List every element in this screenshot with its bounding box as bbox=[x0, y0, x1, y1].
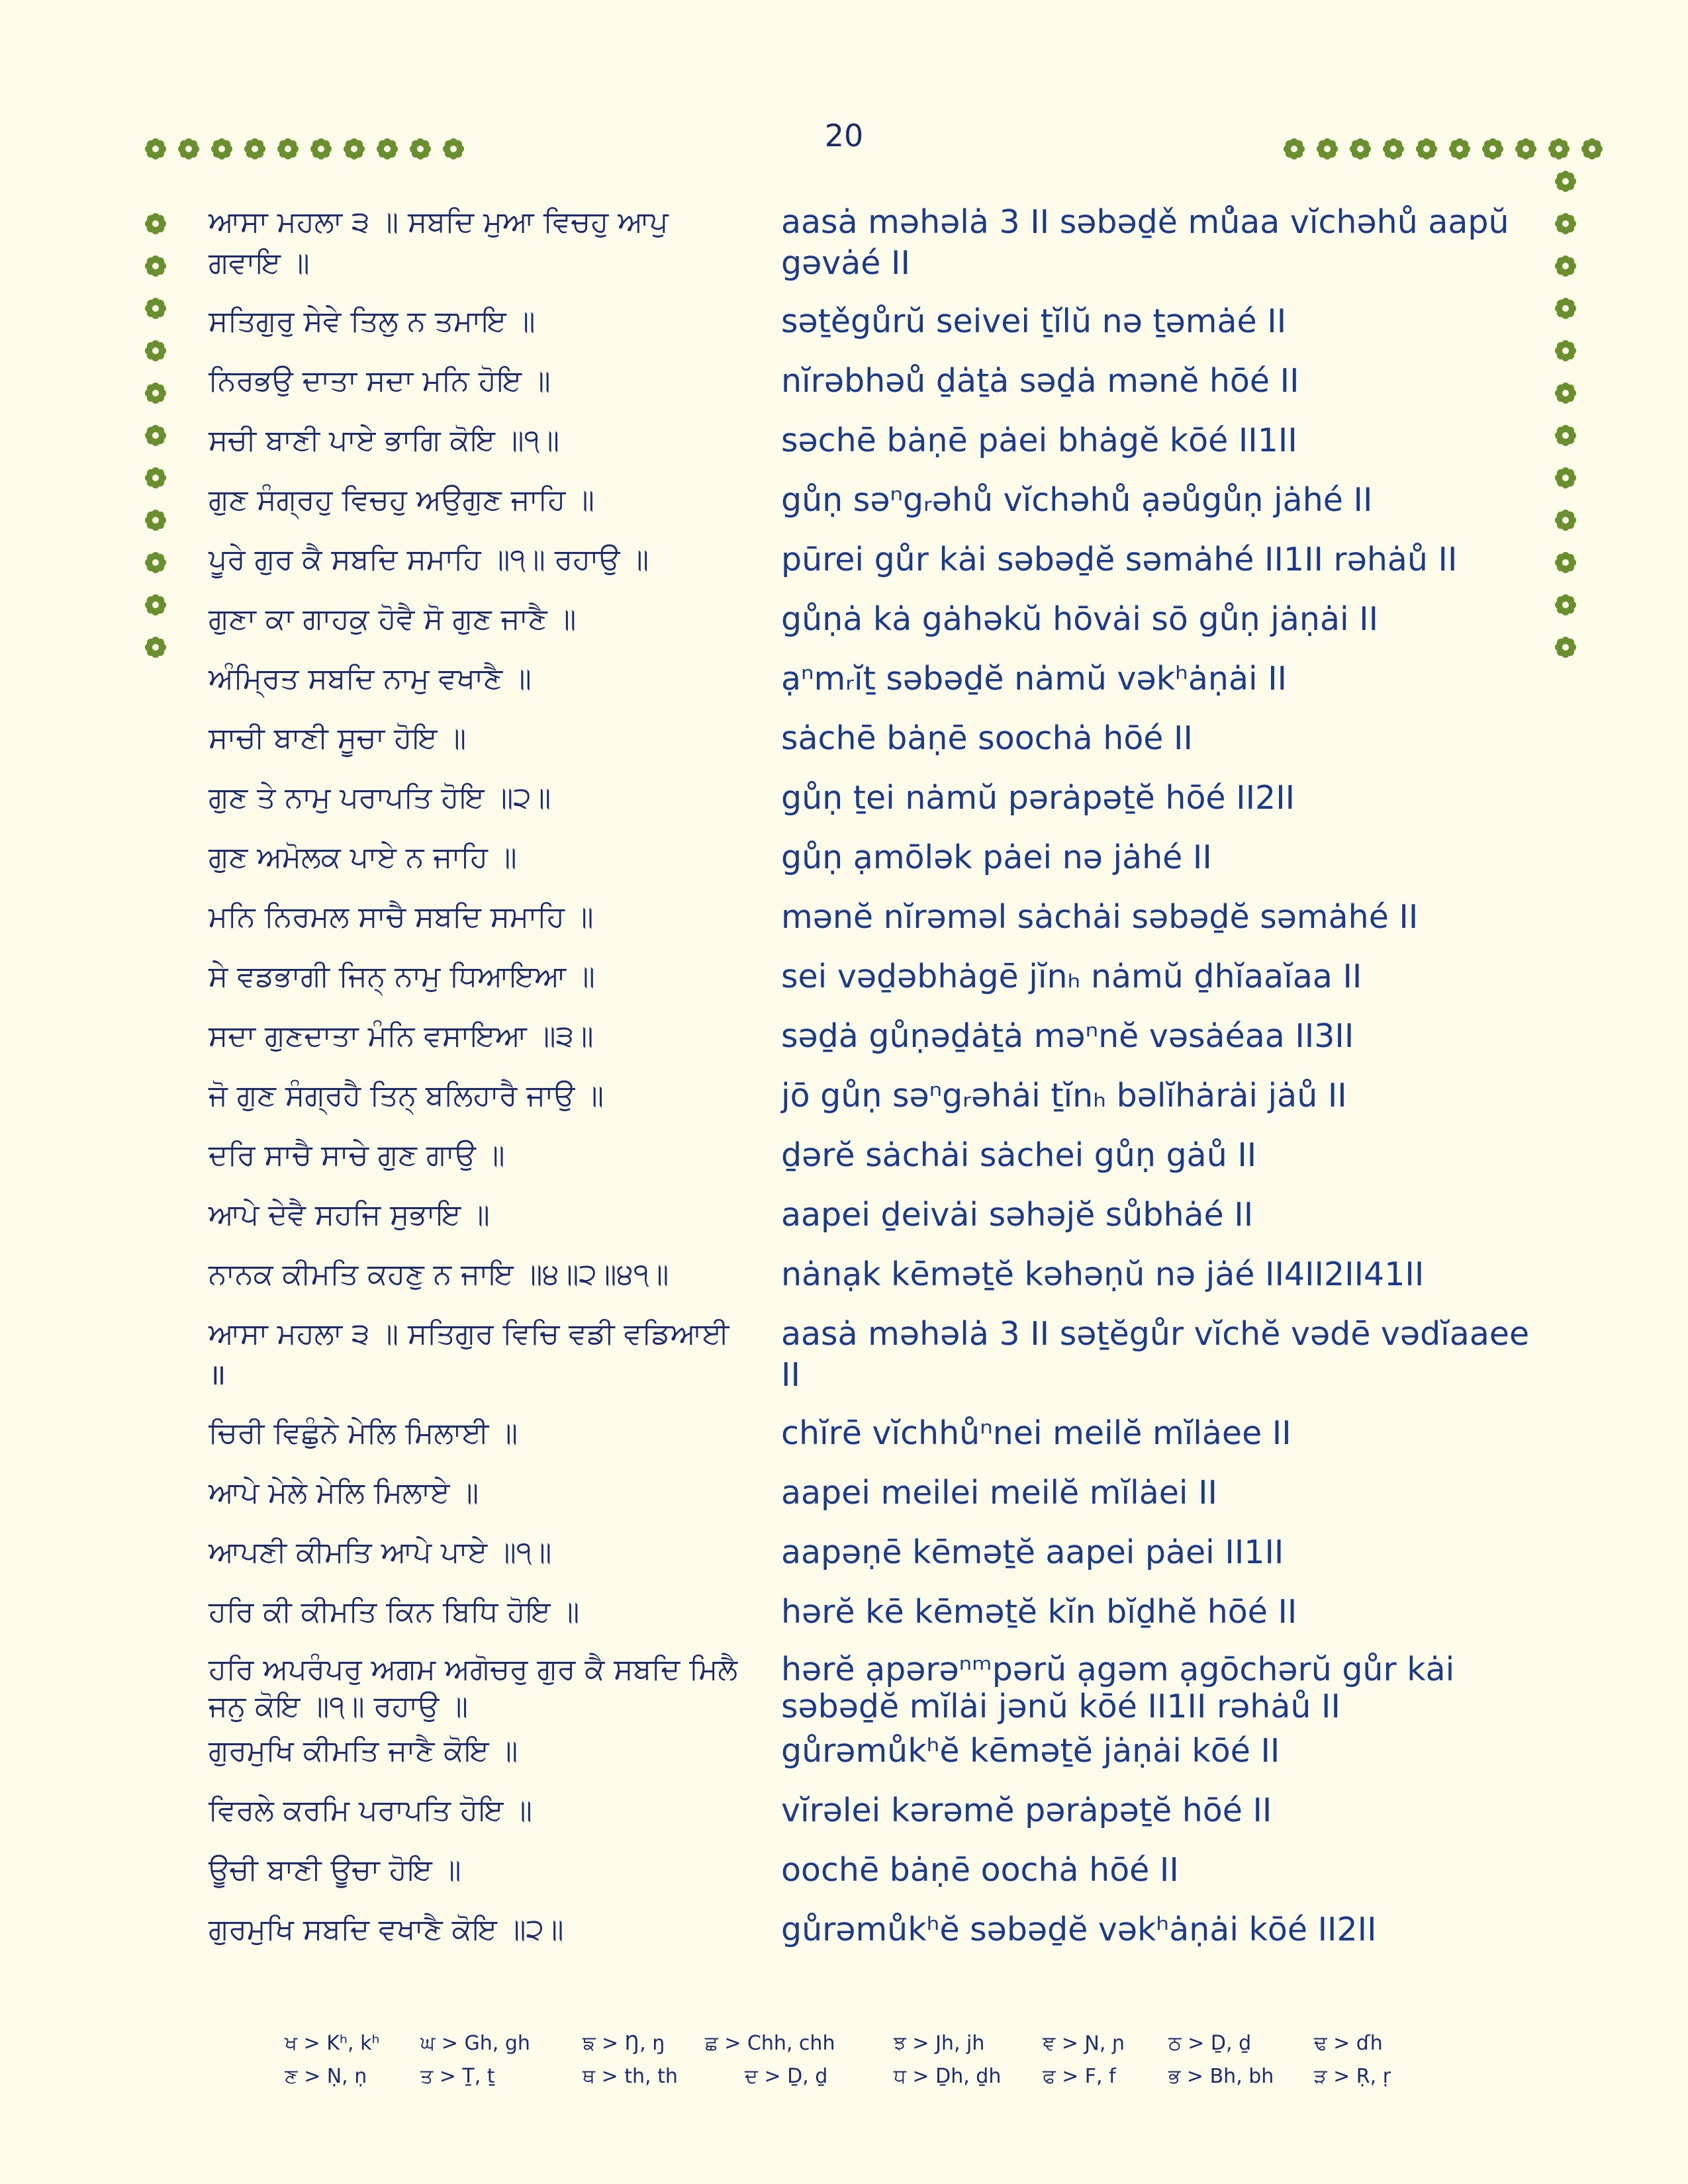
verse-row bbox=[0, 1790, 1688, 1850]
key-item: ਙ > Ŋ, ŋ bbox=[583, 2032, 665, 2055]
ornament-top-right bbox=[1281, 136, 1605, 162]
gurmukhi-line: ਸਚੀ ਬਾਣੀ ਪਾਏ ਭਾਗਿ ਕੋਇ ॥੧॥ bbox=[209, 424, 560, 457]
transliteration-line: chĭrē vĭchhůⁿnei meilĕ mĭlȧee II bbox=[781, 1414, 1291, 1452]
gurmukhi-line: ਗੁਣਾ ਕਾ ਗਾਹਕੁ ਹੋਵੈ ਸੋ ਗੁਣ ਜਾਣੈ ॥ bbox=[209, 602, 577, 636]
transliteration-line: nȧnạk kēməṯĕ kəhəṇŭ nə jȧé II4II2II41II bbox=[781, 1255, 1425, 1293]
transliteration-line: pūrei gůr kȧi səbəḏĕ səmȧhé II1II rəhȧů II bbox=[781, 541, 1458, 578]
transliteration-line: aapəṇē kēməṯĕ aapei pȧei II1II bbox=[781, 1533, 1284, 1571]
verse-row bbox=[0, 1592, 1688, 1651]
green-flower-icon bbox=[1479, 136, 1506, 162]
verse-row bbox=[0, 1413, 1688, 1473]
verse-row bbox=[0, 718, 1688, 778]
transliteration-line: aapei meilei meilĕ mĭlȧei II bbox=[781, 1474, 1217, 1512]
green-flower-icon bbox=[440, 136, 467, 162]
key-item: ਠ > Ḏ, ḏ bbox=[1168, 2032, 1252, 2055]
green-flower-icon bbox=[242, 136, 268, 162]
gurmukhi-line: ਗੁਣ ਸੰਗ੍ਰਹੁ ਵਿਚਹੁ ਅਉਗੁਣ ਜਾਹਿ ॥ bbox=[209, 483, 594, 517]
gurmukhi-line: ਆਪਣੀ ਕੀਮਤਿ ਆਪੇ ਪਾਏ ॥੧॥ bbox=[209, 1535, 552, 1569]
green-flower-icon bbox=[1413, 136, 1440, 162]
gurmukhi-line: ਸਾਚੀ ਬਾਣੀ ਸੂਚਾ ਹੋਇ ॥ bbox=[209, 721, 467, 755]
verse-row bbox=[0, 202, 1688, 301]
page-number: 20 bbox=[824, 118, 864, 154]
verse-row bbox=[0, 1254, 1688, 1314]
key-item: ਦ > Ḏ, ḏ bbox=[745, 2065, 828, 2088]
verse-row bbox=[0, 1909, 1688, 1969]
gurmukhi-line: ਗੁਰਮੁਖਿ ਕੀਮਤਿ ਜਾਣੈ ਕੋਇ ॥ bbox=[209, 1734, 518, 1768]
key-item: ਛ > Chh, chh bbox=[705, 2032, 835, 2055]
gurmukhi-line: ਆਪੇ ਦੇਵੈ ਸਹਜਿ ਸੁਭਾਇ ॥ bbox=[209, 1198, 490, 1232]
verse-row bbox=[0, 420, 1688, 480]
key-item: ੜ > Ṛ, ṛ bbox=[1314, 2065, 1391, 2088]
gurmukhi-line: ਸੇ ਵਡਭਾਗੀ ਜਿਨ੍ ਨਾਮੁ ਧਿਆਇਆ ॥ bbox=[209, 960, 595, 993]
transliteration-line: vĭrəlei kərəmĕ pərȧpəṯĕ hōé II bbox=[781, 1792, 1272, 1829]
key-item: ਝ > Jh, jh bbox=[894, 2032, 985, 2055]
gurmukhi-line: ਆਪੇ ਮੇਲੇ ਮੇਲਿ ਮਿਲਾਏ ॥ bbox=[209, 1476, 479, 1510]
key-item: ਥ > th, th bbox=[583, 2065, 678, 2088]
key-item: ਞ > Ɲ, ɲ bbox=[1043, 2032, 1125, 2055]
verse-row bbox=[0, 301, 1688, 361]
transliteration-line: gůṇ ṯei nȧmŭ pərȧpəṯĕ hōé II2II bbox=[781, 779, 1295, 817]
verse-row bbox=[0, 1651, 1688, 1731]
transliteration-line: səṯěgůrŭ seivei ṯĭlŭ nə ṯəmȧé II bbox=[781, 302, 1287, 340]
verse-row bbox=[0, 1075, 1688, 1135]
verse-table bbox=[0, 202, 1688, 1969]
gurmukhi-line: ਵਿਰਲੇ ਕਰਮਿ ਪਰਾਪਤਿ ਹੋਇ ॥ bbox=[209, 1794, 532, 1827]
green-flower-icon bbox=[275, 136, 301, 162]
gurmukhi-line: ਹਰਿ ਕੀ ਕੀਮਤਿ ਕਿਨ ਬਿਧਿ ਹੋਇ ॥ bbox=[209, 1595, 580, 1629]
verse-row bbox=[0, 1016, 1688, 1075]
green-flower-icon bbox=[1380, 136, 1407, 162]
gurmukhi-line: ਗੁਣ ਅਮੋਲਕ ਪਾਏ ਨ ਜਾਹਿ ॥ bbox=[209, 841, 517, 874]
ornament-top-left bbox=[142, 136, 467, 162]
gurmukhi-line: ਚਿਰੀ ਵਿਛੁੰਨੇ ਮੇਲਿ ਮਿਲਾਈ ॥ bbox=[209, 1416, 518, 1450]
green-flower-icon bbox=[1446, 136, 1473, 162]
key-item: ਧ > Ḏh, ḏh bbox=[894, 2065, 1002, 2088]
transliteration-line: ḏərĕ sȧchȧi sȧchei gůṇ gȧů II bbox=[781, 1136, 1257, 1174]
green-flower-icon bbox=[1281, 136, 1307, 162]
verse-row bbox=[0, 1314, 1688, 1413]
verse-row bbox=[0, 1135, 1688, 1195]
transliteration-line: hərĕ kē kēməṯĕ kĭn bĭḏhĕ hōé II bbox=[781, 1593, 1297, 1631]
verse-row bbox=[0, 480, 1688, 539]
gurmukhi-line: ਦਰਿ ਸਾਚੈ ਸਾਚੇ ਗੁਣ ਗਾਉ ॥ bbox=[209, 1138, 505, 1172]
gurmukhi-line: ਮਨਿ ਨਿਰਮਲ ਸਾਚੈ ਸਬਦਿ ਸਮਾਹਿ ॥ bbox=[209, 900, 594, 934]
key-item: ਣ > Ṇ, ṇ bbox=[285, 2065, 367, 2088]
gurmukhi-line: ਗੁਣ ਤੇ ਨਾਮੁ ਪਰਾਪਤਿ ਹੋਇ ॥੨॥ bbox=[209, 781, 551, 815]
verse-row bbox=[0, 361, 1688, 420]
verse-row bbox=[0, 956, 1688, 1016]
gurmukhi-line: ਹਰਿ ਅਪਰੰਪਰੁ ਅਗਮ ਅਗੋਚਰੁ ਗੁਰ ਕੈ ਸਬਦਿ ਮਿਲੈ ਜਨੁ ਕੋਇ ॥੧॥ ਰਹਾਉ ॥ bbox=[209, 1653, 738, 1723]
green-flower-icon bbox=[341, 136, 367, 162]
green-flower-icon bbox=[407, 136, 434, 162]
gurmukhi-line: ਪੂਰੇ ਗੁਰ ਕੈ ਸਬਦਿ ਸਮਾਹਿ ॥੧॥ ਰਹਾਉ ॥ bbox=[209, 543, 649, 576]
verse-row bbox=[0, 1731, 1688, 1790]
gurmukhi-line: ਸਦਾ ਗੁਣਦਾਤਾ ਮੰਨਿ ਵਸਾਇਆ ॥੩॥ bbox=[209, 1019, 594, 1053]
transliteration-line: sȧchē bȧṇē soochȧ hōé II bbox=[781, 719, 1193, 757]
key-item: ਫ > F, f bbox=[1043, 2065, 1116, 2088]
verse-row bbox=[0, 1532, 1688, 1592]
gurmukhi-line: ਆਸਾ ਮਹਲਾ ੩ ॥ ਸਬਦਿ ਮੁਆ ਵਿਚਹੁ ਆਪੁ ਗਵਾਇ ॥ bbox=[209, 205, 669, 280]
gurmukhi-line: ਆਸਾ ਮਹਲਾ ੩ ॥ ਸਤਿਗੁਰ ਵਿਚਿ ਵਡੀ ਵਡਿਆਈ ॥ bbox=[209, 1317, 729, 1392]
gurmukhi-line: ਗੁਰਮੁਖਿ ਸਬਦਿ ਵਖਾਣੈ ਕੋਇ ॥੨॥ bbox=[209, 1913, 564, 1946]
transliteration-line: gůṇȧ kȧ gȧhəkŭ hōvȧi sō gůṇ jȧṇȧi II bbox=[781, 600, 1379, 638]
key-item: ਖ > Kʰ, kʰ bbox=[285, 2032, 380, 2055]
green-flower-icon bbox=[209, 136, 235, 162]
green-flower-icon bbox=[142, 136, 169, 162]
gurmukhi-line: ਨਾਨਕ ਕੀਮਤਿ ਕਹਣੁ ਨ ਜਾਇ ॥੪॥੨॥੪੧॥ bbox=[209, 1257, 669, 1291]
green-flower-icon bbox=[1347, 136, 1374, 162]
green-flower-icon bbox=[1579, 136, 1605, 162]
green-flower-icon bbox=[175, 136, 202, 162]
verse-row bbox=[0, 837, 1688, 897]
key-item: ਢ > ɗh bbox=[1314, 2032, 1383, 2055]
key-item: ਤ > Ṯ, ṯ bbox=[420, 2065, 495, 2088]
verse-row bbox=[0, 778, 1688, 837]
gurmukhi-line: ਸਤਿਗੁਰੁ ਸੇਵੇ ਤਿਲੁ ਨ ਤਮਾਇ ॥ bbox=[209, 304, 536, 338]
green-flower-icon bbox=[1552, 168, 1579, 195]
transliteration-line: gůṇ səⁿgᵣəhů vĭchəhů ạəůgůṇ jȧhé II bbox=[781, 481, 1373, 519]
transliteration-line: gůṇ ạmōlək pȧei nə jȧhé II bbox=[781, 839, 1212, 876]
gurmukhi-line: ਨਿਰਭਉ ਦਾਤਾ ਸਦਾ ਮਨਿ ਹੋਇ ॥ bbox=[209, 364, 551, 398]
verse-row bbox=[0, 1195, 1688, 1254]
verse-row bbox=[0, 599, 1688, 659]
verse-row bbox=[0, 1473, 1688, 1532]
verse-row bbox=[0, 1850, 1688, 1909]
verse-row bbox=[0, 539, 1688, 599]
transliteration-key bbox=[0, 2032, 1688, 2098]
gurmukhi-line: ਊਚੀ ਬਾਣੀ ਊਚਾ ਹੋਇ ॥ bbox=[209, 1853, 461, 1887]
transliteration-line: səḏȧ gůṇəḏȧṯȧ məⁿnĕ vəsȧéaa II3II bbox=[781, 1017, 1354, 1055]
green-flower-icon bbox=[308, 136, 334, 162]
transliteration-line: sei vəḏəbhȧgē jĭnₕ nȧmŭ ḏhĭaaĭaa II bbox=[781, 958, 1362, 995]
transliteration-line: aapei ḏeivȧi səhəjĕ sůbhȧé II bbox=[781, 1196, 1254, 1234]
gurmukhi-line: ਅੰਮ੍ਰਿਤ ਸਬਦਿ ਨਾਮੁ ਵਖਾਣੈ ॥ bbox=[209, 662, 532, 696]
transliteration-line: jō gůṇ səⁿgᵣəhȧi ṯĭnₕ bəlĭhȧrȧi jȧů II bbox=[781, 1077, 1347, 1115]
key-item: ਘ > Gh, gh bbox=[420, 2032, 530, 2055]
transliteration-line: oochē bȧṇē oochȧ hōé II bbox=[781, 1851, 1179, 1889]
transliteration-line: səchē bȧṇē pȧei bhȧgĕ kōé II1II bbox=[781, 422, 1297, 459]
transliteration-line: aasȧ məhəlȧ 3 II səṯĕgůr vĭchĕ vədē vədĭaaee II bbox=[781, 1315, 1530, 1394]
transliteration-line: mənĕ nĭrəməl sȧchȧi səbəḏĕ səmȧhé II bbox=[781, 898, 1419, 936]
green-flower-icon bbox=[1513, 136, 1539, 162]
verse-row bbox=[0, 659, 1688, 718]
transliteration-line: aasȧ məhəlȧ 3 II səbəḏě mů̇aa vĭchəhů aapŭ gəvȧé II bbox=[781, 203, 1509, 282]
transliteration-line: hərĕ ạpərəⁿᵐpərŭ ạgəm ạgōchərŭ gůr kȧi səbəḏĕ mĭlȧi jənŭ kōé II1II rəhȧů II bbox=[781, 1651, 1455, 1725]
transliteration-line: nĭrəbhəů ḏȧṯȧ səḏȧ mənĕ hōé II bbox=[781, 362, 1299, 400]
transliteration-line: gůrəmůkʰĕ kēməṯĕ jȧṇȧi kōé II bbox=[781, 1732, 1280, 1770]
green-flower-icon bbox=[1314, 136, 1340, 162]
key-row bbox=[0, 2065, 1688, 2098]
green-flower-icon bbox=[1546, 136, 1572, 162]
gurmukhi-line: ਜੋ ਗੁਣ ਸੰਗ੍ਰਹੈ ਤਿਨ੍ ਬਲਿਹਾਰੈ ਜਾਉ ॥ bbox=[209, 1079, 604, 1113]
key-row bbox=[0, 2032, 1688, 2065]
transliteration-line: ạⁿmᵣĭṯ səbəḏĕ nȧmŭ vəkʰȧṇȧi II bbox=[781, 660, 1288, 698]
key-item: ਭ > Bh, bh bbox=[1168, 2065, 1274, 2088]
transliteration-line: gůrəmůkʰĕ səbəḏĕ vəkʰȧṇȧi kōé II2II bbox=[781, 1911, 1377, 1948]
green-flower-icon bbox=[374, 136, 400, 162]
verse-row bbox=[0, 897, 1688, 956]
